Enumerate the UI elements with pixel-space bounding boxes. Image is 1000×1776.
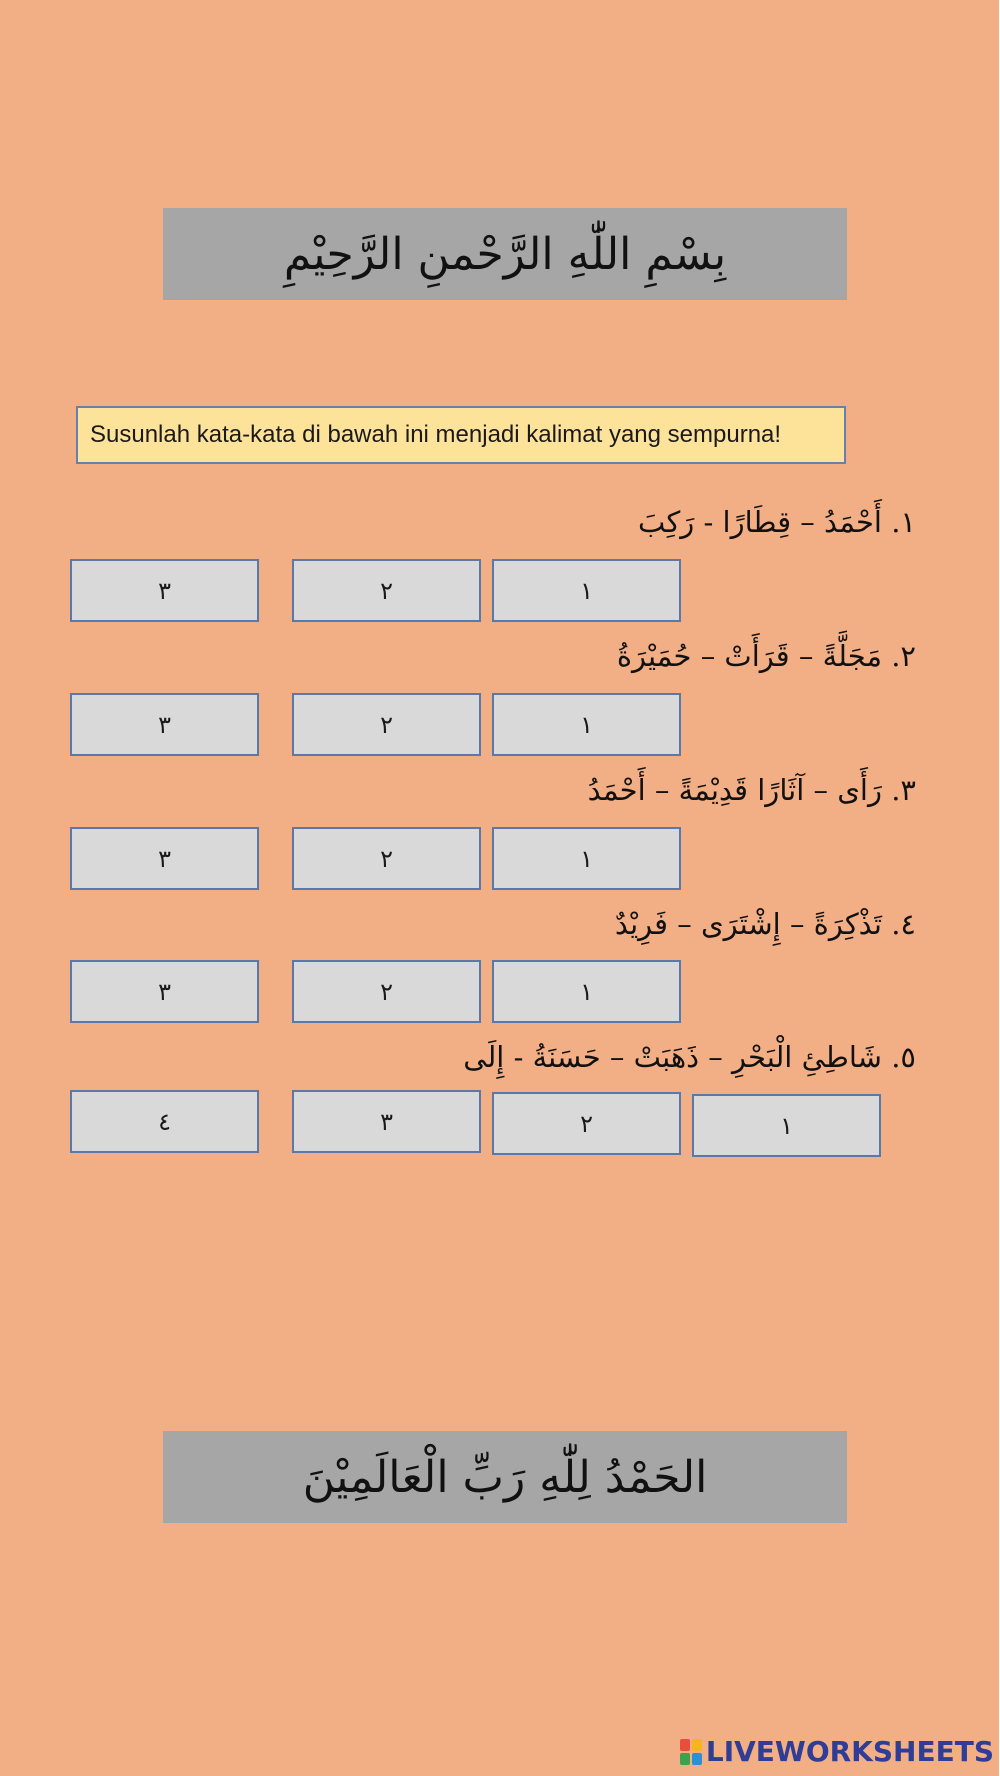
answer-box-1-2[interactable]: ٢ bbox=[292, 559, 481, 622]
answer-box-5-4[interactable]: ٤ bbox=[70, 1090, 259, 1153]
liveworksheets-logo-icon bbox=[680, 1739, 702, 1765]
answer-box-5-1[interactable]: ١ bbox=[692, 1094, 881, 1157]
answer-box-1-3[interactable]: ٣ bbox=[70, 559, 259, 622]
answer-box-5-2[interactable]: ٢ bbox=[492, 1092, 681, 1155]
basmala-banner bbox=[163, 208, 847, 300]
answer-box-4-3[interactable]: ٣ bbox=[70, 960, 259, 1023]
logo-text: LIVEWORKSHEETS bbox=[705, 1735, 994, 1768]
answer-box-3-2[interactable]: ٢ bbox=[292, 827, 481, 890]
answer-box-3-1[interactable]: ١ bbox=[492, 827, 681, 890]
instruction-box bbox=[76, 406, 846, 464]
hamdalah-banner bbox=[163, 1431, 847, 1523]
instruction-text: Susunlah kata-kata di bawah ini menjadi kalimat yang sempurna! bbox=[90, 421, 782, 448]
answer-box-1-1[interactable]: ١ bbox=[492, 559, 681, 622]
answer-box-5-3[interactable]: ٣ bbox=[292, 1090, 481, 1153]
answer-box-4-2[interactable]: ٢ bbox=[292, 960, 481, 1023]
question-2: ٢. مَجَلَّةً – قَرَأَتْ – حُمَيْرَةُ bbox=[616, 639, 916, 673]
question-1: ١. أَحْمَدُ – قِطَارًا - رَكِبَ bbox=[638, 505, 916, 539]
answer-box-3-3[interactable]: ٣ bbox=[70, 827, 259, 890]
answer-box-2-3[interactable]: ٣ bbox=[70, 693, 259, 756]
answer-box-2-2[interactable]: ٢ bbox=[292, 693, 481, 756]
hamdalah-text: الحَمْدُ لِلّٰهِ رَبِّ الْعَالَمِيْنَ bbox=[302, 1451, 708, 1503]
question-3: ٣. رَأَى – آثَارًا قَدِيْمَةً – أَحْمَدُ bbox=[587, 773, 916, 807]
liveworksheets-logo[interactable] bbox=[680, 1735, 994, 1768]
answer-box-2-1[interactable]: ١ bbox=[492, 693, 681, 756]
basmala-text: بِسْمِ اللّٰهِ الرَّحْمنِ الرَّحِيْمِ bbox=[283, 228, 727, 280]
question-5: ٥. شَاطِئِ الْبَحْرِ – ذَهَبَتْ – حَسَنَةُ - إِلَى bbox=[463, 1040, 916, 1074]
answer-box-4-1[interactable]: ١ bbox=[492, 960, 681, 1023]
question-4: ٤. تَذْكِرَةً – إِشْتَرَى – فَرِيْدٌ bbox=[614, 907, 916, 941]
